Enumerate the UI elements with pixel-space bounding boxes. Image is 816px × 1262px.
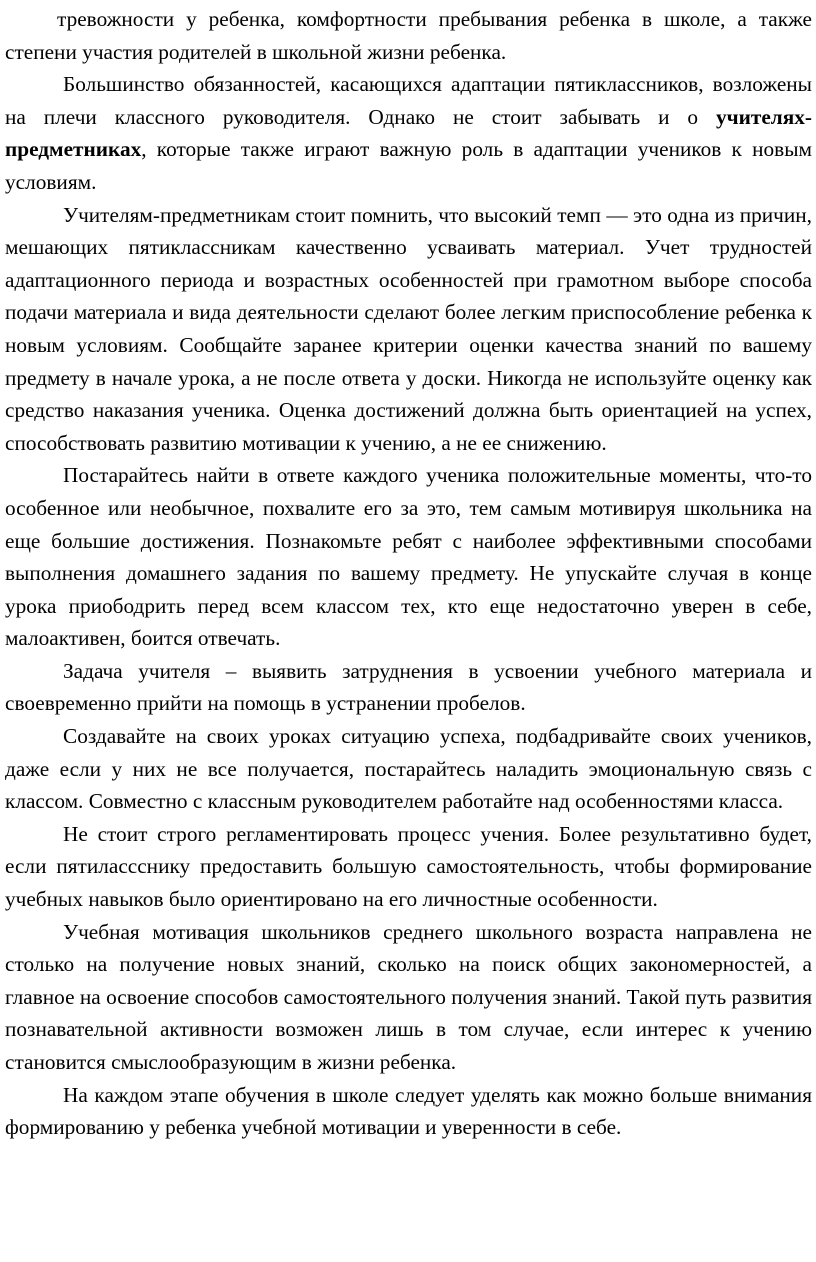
paragraph-text: Постарайтесь найти в ответе каждого ученика положительные моменты, что-то особенное или необычное, похвалите его за это, тем самым мотивируя школьника на еще большие достижения. Познакомьте ребят с наиболее эффективными способами выполнения домашнего задания по вашему предмету. Не упускайте случая в конце урока приободрить перед всем классом тех, кто еще недостаточно уверен в себе, малоактивен, боится отвечать.: [5, 463, 812, 651]
paragraph-text: Задача учителя – выявить затруднения в усвоении учебного материала и своевременно прийти на помощь в устранении пробелов.: [5, 658, 812, 716]
paragraph-praise-advice: [5, 459, 812, 655]
paragraph-teacher-task: [5, 655, 812, 720]
paragraph-text: Учебная мотивация школьников среднего школьного возраста направлена не столько на получение новых знаний, сколько на поиск общих закономерностей, а главное на освоение способов самостоятельного получения знаний. Такой путь развития познавательной активности возможен лишь в том случае, если интерес к учению становится смыслообразующим в жизни ребенка.: [5, 919, 812, 1074]
paragraph-independence: [5, 818, 812, 916]
paragraph-text: тревожности у ребенка, комфортности пребывания ребенка в школе, а также степени участия родителей в школьной жизни ребенка.: [5, 7, 812, 64]
paragraph-tempo-advice: [5, 199, 812, 460]
paragraph-text: На каждом этапе обучения в школе следует уделять как можно больше внимания формированию у ребенка учебной мотивации и уверенности в себе.: [5, 1082, 812, 1140]
paragraph-success-situation: [5, 720, 812, 818]
paragraph-text: Большинство обязанностей, касающихся адаптации пятиклассников, возложены на плечи классного руководителя. Однако не стоит забывать и о: [5, 72, 812, 129]
paragraph-each-stage: [5, 1079, 812, 1144]
paragraph-text: Учителям-предметникам стоит помнить, что высокий темп — это одна из причин, мешающих пятиклассникам качественно усваивать материал. Учет трудностей адаптационного периода и возрастных особенностей при грамотном выборе способа подачи материала и вида деятельности сделают более легким приспособление ребенка к новым условиям. Сообщайте заранее критерии оценки качества знаний по вашему предмету в начале урока, а не после ответа у доски. Никогда не используйте оценку как средство наказания ученика. Оценка достижений должна быть ориентацией на успех, способствовать развитию мотивации к учению, а не ее снижению.: [5, 202, 812, 455]
paragraph-text: Создавайте на своих уроках ситуацию успеха, подбадривайте своих учеников, даже если у них не все получается, постарайтесь наладить эмоциональную связь с классом. Совместно с классным руководителем работайте над особенностями класса.: [5, 724, 812, 814]
paragraph-text: , которые также играют важную роль в адаптации учеников к новым условиям.: [5, 137, 812, 194]
paragraph-motivation: [5, 916, 812, 1079]
bold-term-subject-teachers: учителях-предметниках: [5, 104, 812, 162]
paragraph-continuation: [5, 3, 812, 68]
paragraph-subject-teachers-intro: [5, 68, 812, 198]
paragraph-text: Не стоит строго регламентировать процесс учения. Более результативно будет, если пятилассснику предоставить большую самостоятельность, чтобы формирование учебных навыков было ориентировано на его личностные особенности.: [5, 821, 812, 912]
